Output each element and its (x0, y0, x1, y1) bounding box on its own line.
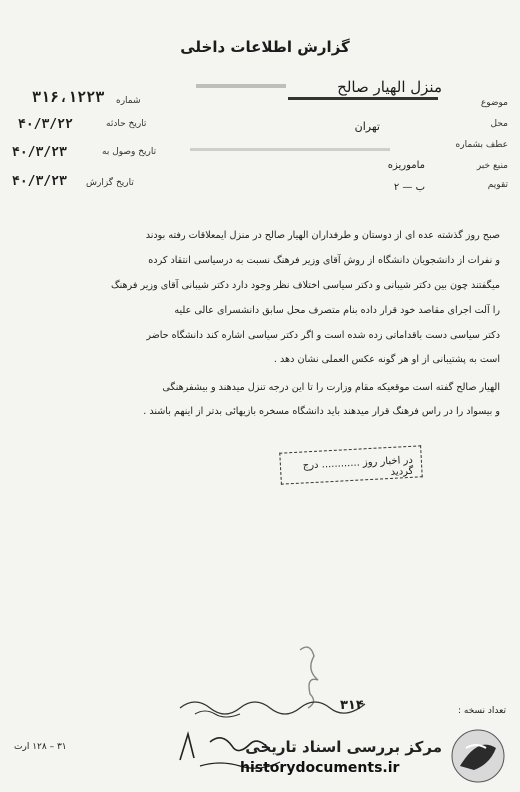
body-line: را آلت اجرای مقاصد خود قرار داده بنام متصرف محل سابق دانشسرای عالی علیه (174, 305, 500, 316)
source-label: منبع خبر (476, 161, 508, 171)
report-date-value: ۴۰/۳/۲۳ (12, 174, 67, 189)
body-line: صبح روز گذشته عده ای از دوستان و طرفداران الهیار صالح در منزل ایمعلاقات رفته بودند (145, 230, 500, 241)
source-value: ماموریزه (387, 160, 425, 171)
number-label: شماره (116, 96, 141, 106)
subject-label: موضوع (480, 98, 508, 108)
grade-value: ب — ۲ (393, 182, 425, 193)
report-title: گزارش اطلاعات داخلی (180, 38, 350, 56)
archive-watermark-org: مرکز بررسی اسناد تاریخی (245, 738, 442, 756)
event-date-value: ۴۰/۳/۲۲ (18, 117, 73, 132)
reference-label: عطف بشماره (455, 140, 508, 150)
event-date-label: تاریخ حادثه (106, 119, 147, 129)
body-line: دکتر سیاسی دست باقداماتی زده شده است و اگر دکتر سیاسی اشاره کند دانشگاه حاضر (146, 330, 500, 341)
news-stamp (279, 445, 422, 484)
copies-label: تعداد نسخه : (457, 706, 506, 716)
received-date-label: تاریخ وصول به (102, 147, 157, 157)
number-value: ۳۱۶،۱۲۲۳ (32, 88, 105, 106)
location-label: محل (490, 119, 508, 129)
body-line: است به پشتیبانی از او هر گونه عکس العملی نشان دهد . (273, 354, 500, 365)
report-date-label: تاریخ گزارش (86, 178, 134, 188)
subject-value: منزل الهیار صالح (337, 78, 442, 96)
body-line: میگفتند چون بین دکتر شیبانی و دکتر سیاسی اختلاف نظر وجود دارد دکتر شیبانی آقای وزیر فرهنگ (110, 280, 500, 291)
archive-watermark-url: historydocuments.ir (240, 760, 400, 776)
body-line: الهیار صالح گفته است موقعیکه مقام وزارت را تا این درجه تنزل میدهند و بیشفرهنگی (162, 382, 500, 393)
copies-value: ۳۱۴ (340, 698, 364, 713)
location-value: تهران (354, 120, 380, 133)
received-date-value: ۴۰/۳/۲۳ (12, 145, 67, 160)
news-stamp-text: در اخبار روز ............ درج گردید (302, 454, 414, 478)
margin-note: ۳۱ – ۱۲۸ ارت (14, 742, 67, 752)
grade-label: تقویم (487, 180, 508, 190)
body-line: و نفرات از دانشجویان دانشگاه از روش آقای وزیر فرهنگ نسبت به درسیاسی انتقاد کرده (148, 255, 500, 266)
subject-underline (288, 97, 438, 100)
redaction-mark (196, 84, 286, 88)
redaction-mark (190, 148, 390, 151)
body-line: و بیسواد را در راس فرهنگ قرار میدهند باید دانشگاه مسخره بازیهائی بدتر از اینهم باشند . (143, 406, 500, 417)
archive-logo-icon (448, 726, 508, 786)
